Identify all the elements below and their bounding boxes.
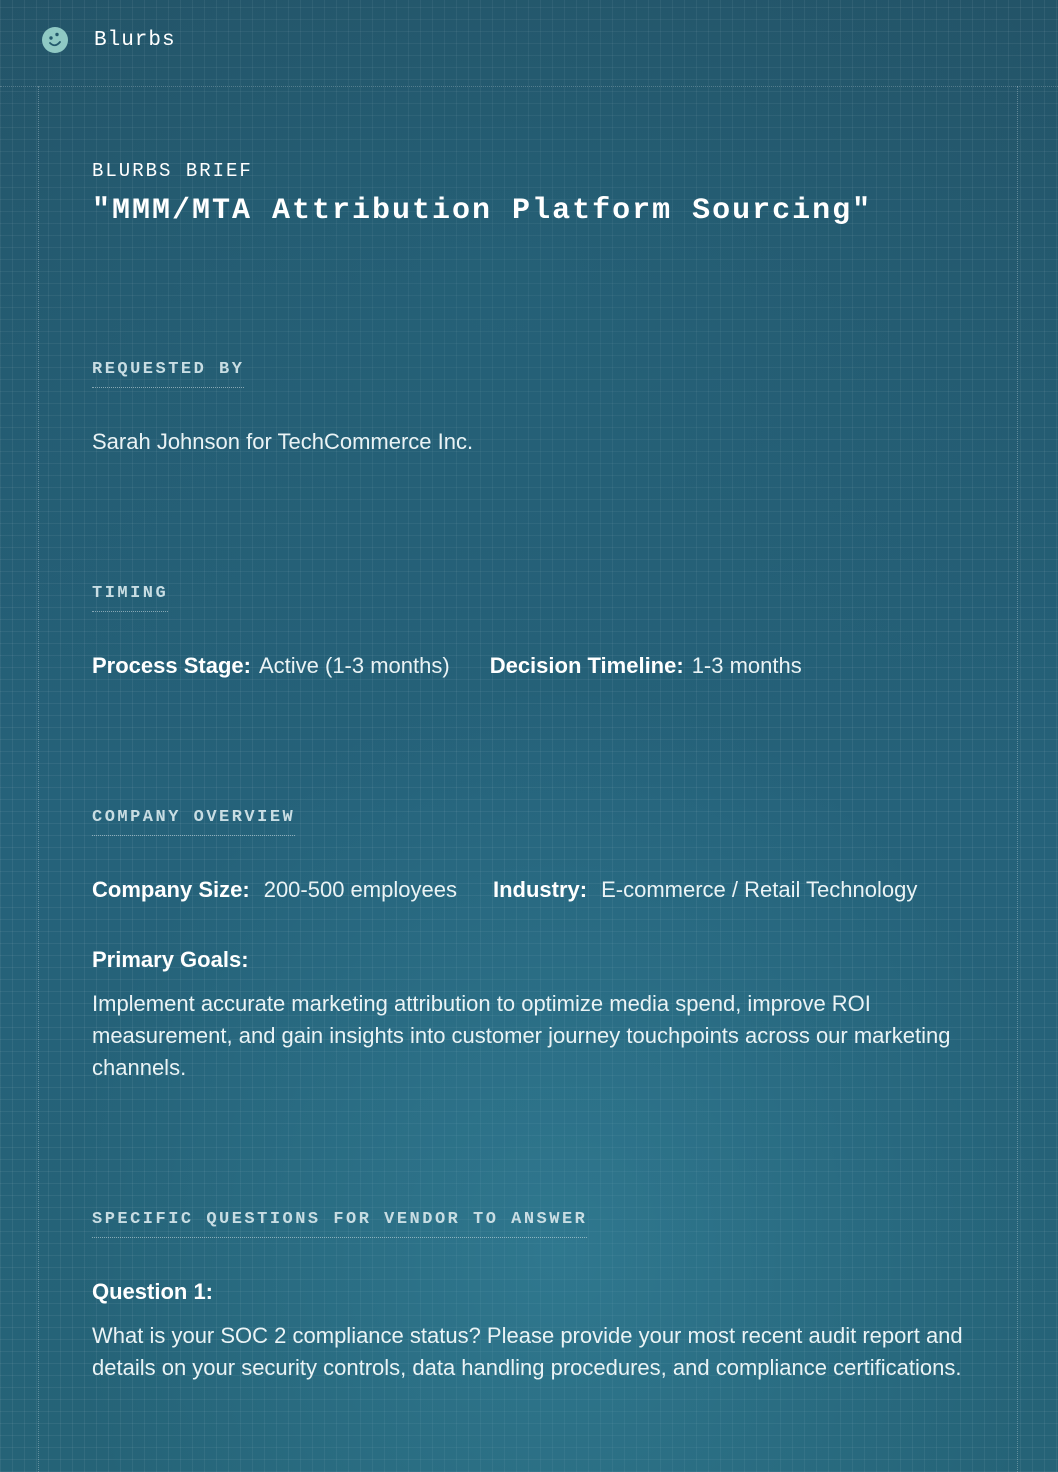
question-item — [92, 1276, 1012, 1384]
brand-name[interactable]: Blurbs — [94, 28, 176, 52]
vendor-questions-label: SPECIFIC QUESTIONS FOR VENDOR TO ANSWER — [92, 1210, 587, 1238]
primary-goals-value: Implement accurate marketing attribution to optimize media spend, improve ROI measurement, and gain insights into customer journey touchpoints across our marketing channels. — [92, 991, 951, 1080]
process-stage-label: Process Stage: — [92, 653, 251, 678]
decision-timeline-label: Decision Timeline: — [489, 653, 684, 678]
timing-label: TIMING — [92, 584, 168, 612]
primary-goals-label: Primary Goals: — [92, 947, 249, 972]
timing-fields — [92, 650, 1012, 682]
company-size-value: 200-500 employees — [263, 877, 457, 902]
question-text: What is your SOC 2 compliance status? Please provide your most recent audit report and details on your security controls, data handling procedures, and compliance certifications. — [92, 1323, 963, 1380]
vendor-questions-section — [92, 1210, 1012, 1384]
brief-content — [92, 160, 1012, 1384]
requested-by-value: Sarah Johnson for TechCommerce Inc. — [92, 429, 474, 454]
decision-timeline-value: 1-3 months — [691, 653, 802, 678]
company-overview-label: COMPANY OVERVIEW — [92, 808, 295, 836]
requested-by-section — [92, 360, 1012, 458]
frame-divider-right — [1017, 86, 1018, 1472]
brief-eyebrow: BLURBS BRIEF — [92, 160, 253, 182]
brief-title: "MMM/MTA Attribution Platform Sourcing" — [92, 194, 873, 228]
app-header — [42, 26, 176, 54]
industry-label: Industry: — [492, 877, 588, 902]
question-heading: Question 1: — [92, 1279, 214, 1304]
process-stage-value: Active (1-3 months) — [258, 653, 450, 678]
company-overview-fields — [92, 874, 1012, 906]
frame-divider-top — [0, 86, 1058, 87]
timing-section — [92, 584, 1012, 682]
company-overview-section — [92, 808, 1012, 1084]
cookie-face-icon[interactable] — [42, 27, 68, 53]
requested-by-label: REQUESTED BY — [92, 360, 244, 388]
frame-divider-left — [38, 86, 39, 1472]
company-size-label: Company Size: — [92, 877, 250, 902]
industry-value: E-commerce / Retail Technology — [601, 877, 918, 902]
